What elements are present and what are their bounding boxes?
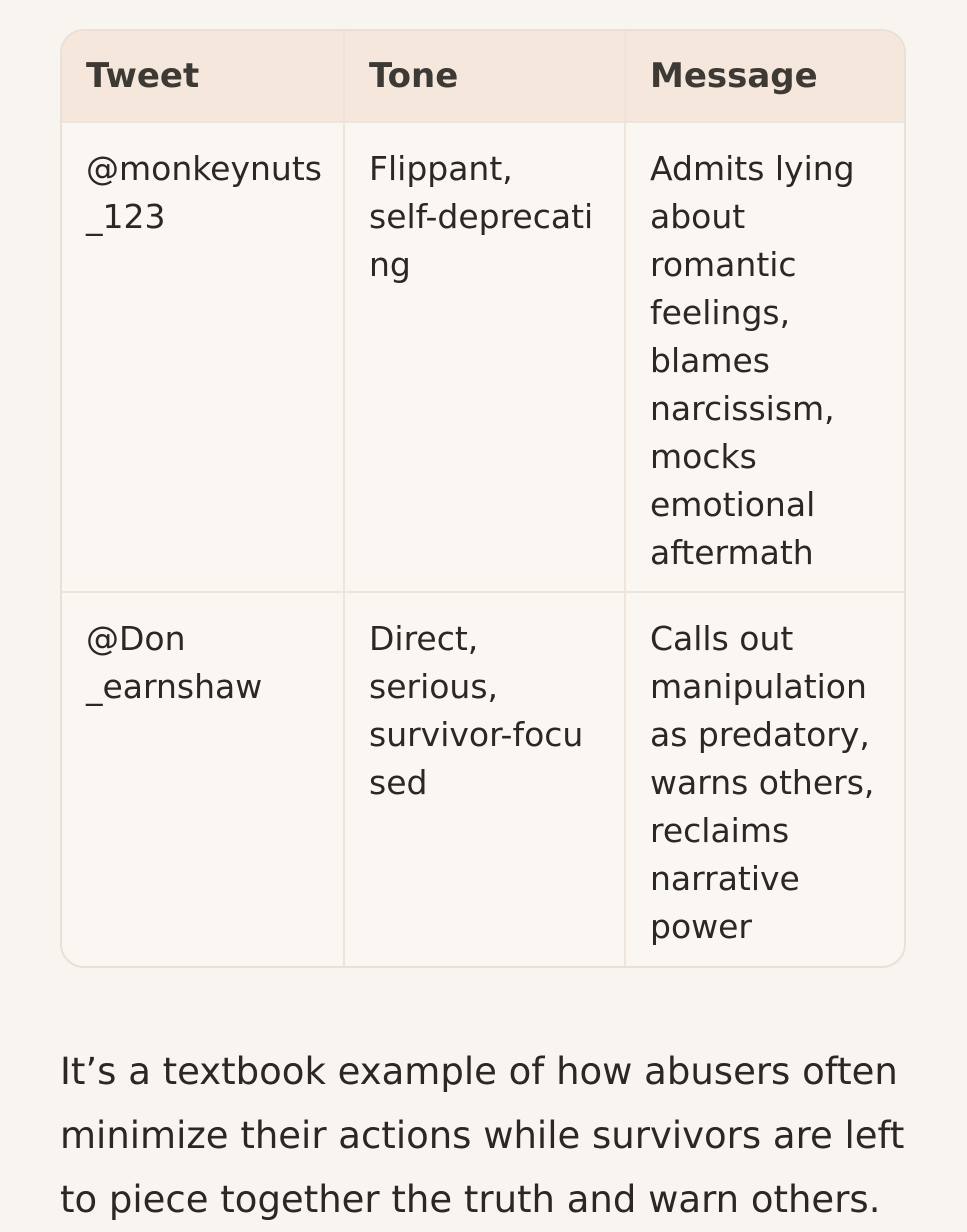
table-header-row	[62, 31, 906, 122]
cell-line: sed	[369, 763, 428, 802]
cell-line: Flippant,	[369, 149, 513, 188]
summary-line: It’s a textbook example of how abusers often	[60, 1050, 898, 1093]
cell-line: power	[650, 907, 752, 946]
cell-message	[625, 592, 906, 968]
cell-line: blames	[650, 341, 770, 380]
cell-line: emotional	[650, 485, 816, 524]
summary-paragraph	[60, 1040, 940, 1232]
cell-message	[625, 122, 906, 592]
cell-line: narcissism,	[650, 389, 835, 428]
cell-line: @Don	[86, 619, 186, 658]
cell-line: @monkeynuts	[86, 149, 322, 188]
header-message: Message	[625, 31, 906, 122]
cell-line: Admits lying	[650, 149, 855, 188]
cell-line: mocks	[650, 437, 757, 476]
cell-line: as predatory,	[650, 715, 870, 754]
cell-line: feelings,	[650, 293, 791, 332]
cell-line: Direct,	[369, 619, 479, 658]
cell-line: about	[650, 197, 746, 236]
header-tone: Tone	[344, 31, 625, 122]
summary-line: to piece together the truth and warn others.	[60, 1178, 881, 1221]
cell-line: aftermath	[650, 533, 814, 572]
cell-line: self-deprecati	[369, 197, 594, 236]
cell-line: Calls out	[650, 619, 794, 658]
cell-line: _123	[86, 197, 166, 236]
cell-line: manipulation	[650, 667, 867, 706]
cell-line: ng	[369, 245, 411, 284]
cell-tone	[344, 592, 625, 968]
summary-line: minimize their actions while survivors are left	[60, 1114, 905, 1157]
cell-tone	[344, 122, 625, 592]
cell-line: romantic	[650, 245, 797, 284]
comparison-table-container	[60, 29, 906, 968]
cell-line: warns others,	[650, 763, 875, 802]
cell-line: serious,	[369, 667, 499, 706]
table-row	[62, 592, 906, 968]
cell-line: reclaims	[650, 811, 790, 850]
cell-line: survivor-focu	[369, 715, 584, 754]
cell-tweet	[62, 592, 344, 968]
cell-line: _earnshaw	[86, 667, 263, 706]
cell-line: narrative	[650, 859, 800, 898]
table-row	[62, 122, 906, 592]
cell-tweet	[62, 122, 344, 592]
comparison-table	[62, 31, 906, 968]
header-tweet: Tweet	[62, 31, 344, 122]
